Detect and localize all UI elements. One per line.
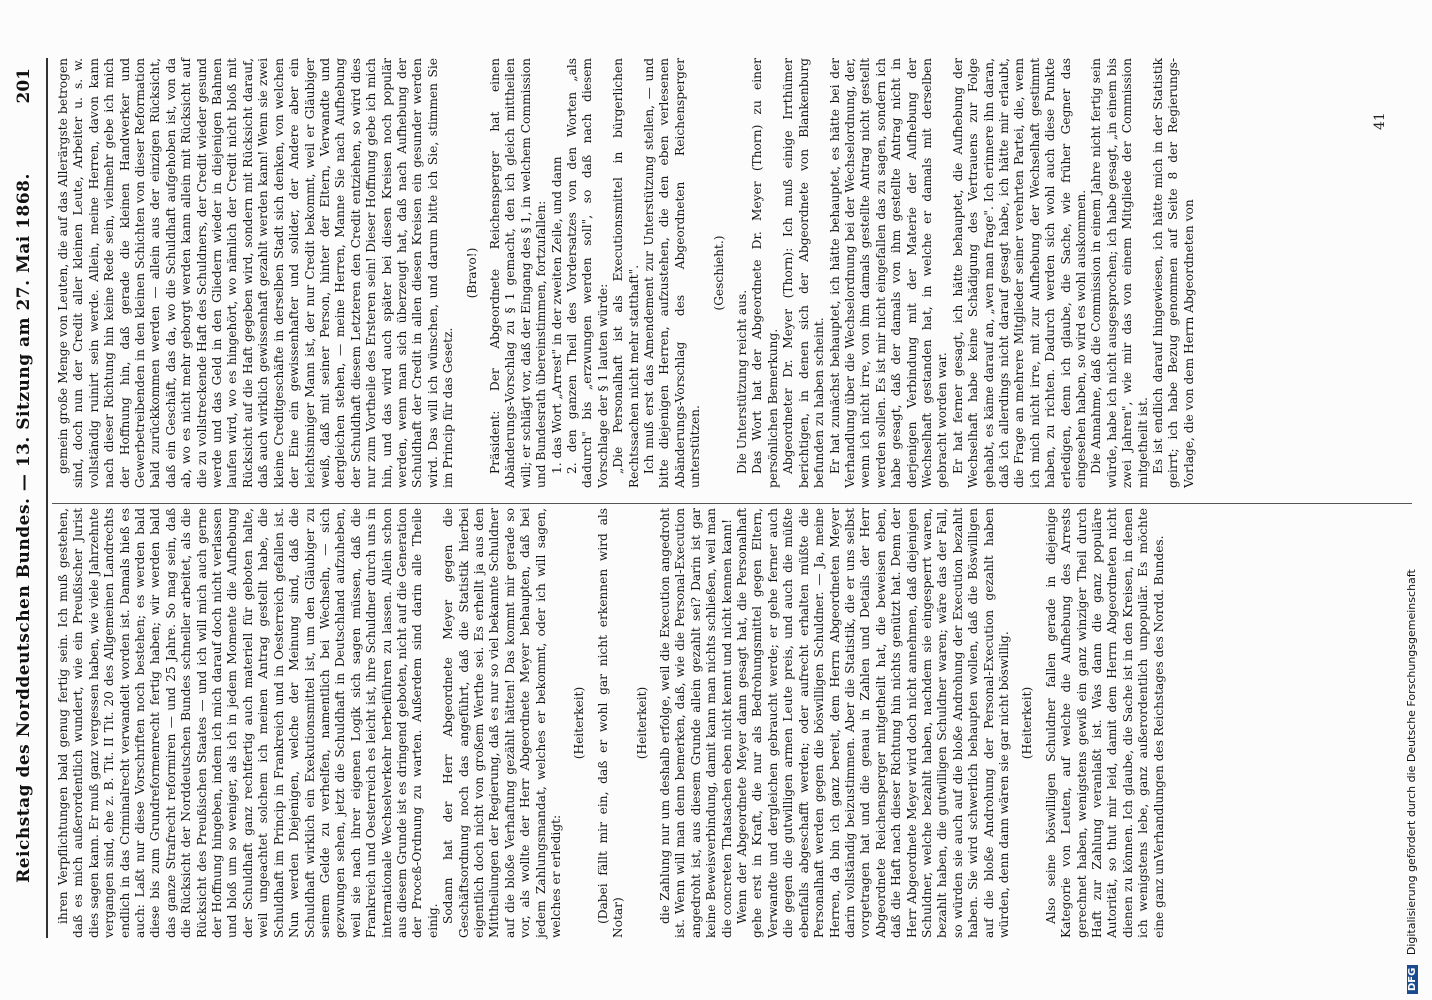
dfg-logo: DFG — [1407, 965, 1418, 994]
running-title: Reichstag des Norddeutschen Bundes. — 13. Sitzung am 27. Mai 1868. — [14, 173, 34, 883]
signature-mark: 41 — [1372, 112, 1388, 130]
paragraph: ihren Verpflichtungen bald genug fertig sein. Ich muß gestehen, daß es mich außerordentlich wundert, wie ein Preußischer Jurist dies sagen kann. Er muß ganz vergessen haben, wie viele Jahrzehnte vergangen sind, ehe z. B. Tit. II Tit. 20 des Allgemeinen Landrechts endlich in das Criminalrecht verwandelt worden ist. Damals hieß es auch: Laßt nur diese Vorschriften noch bestehen; es werden bald diese bis zum Grundreformenrecht fertig haben; wir werden bald das ganze Strafrecht reformiren — und 25 Jahre. So mag sein, daß die Rücksicht der Norddeutschen Bundes schneller arbeitet, als die Rücksicht des Preußischen Staates — und ich will mich auch gerne der Hoffnung hingeben, indem ich mich darauf doch nicht verlassen und bloß um so weniger, als ich in jedem Momente die Aufhebung der Schuldhaft ganz rechtfertig auch materiell für geboten halte, weil ungeachtet solchem ich meinen Antrag gestellt habe, die Schuldhaft im Princip in Frankreich und in Oesterreich gefallen ist. Nun werden Diejenigen, welche der Meinung sind, daß die Schuldhaft wirklich ein Exekutionsmittel ist, um den Gläubiger zu seinem Gelde zu verhelfen, namentlich bei Wechseln, — sich gezwungen sehen, jetzt die Schuldhaft in Deutschland aufzuheben, weil sie nach ihrer eigenen Logik sich sagen müssen, daß die Frankreich und Oesterreich es leicht ist, ihre Schuldner durch uns in internationale Wechselverkehr herbeiführen zu lassen. Allein schon aus diesem Grunde ist es dringend geboten, nicht auf die Generation der Proceß-Ordnung zu warten. Außerdem sind darin alle Theile einig. — [56, 508, 440, 938]
interjection: (Bravo!) — [464, 247, 479, 299]
paragraph: Die Unterstützung reicht aus. — [735, 289, 750, 474]
paragraph: Präsident: Der Abgeordnete Reichensperger hat einen Abänderungs-Vorschlag zu § 1 gemacht, den ich gleich mittheilen will; er schlägt vor, daß der Eingang des § 1, in welchem Commission und Bundesrath übereinstimmen, fortzufallen: — [487, 58, 549, 488]
paragraph: Das Wort hat der Abgeordnete Dr. Meyer (Thorn) zu einer persönlichen Bemerkung. — [750, 58, 780, 488]
column-separator — [52, 503, 1412, 504]
page-header — [0, 68, 48, 938]
right-column — [56, 58, 1416, 488]
left-column — [56, 508, 1416, 938]
paragraph: Also seine böswilligen Schuldner fallen gerade in diejenige Kategorie von Leuten, auf welche die Aufhebung des Arrests gerechnet haben, wenigstens gewiß ein ganz winziger Theil durch Haft zur Zahlung veranlaßt ist. Was dann die ganz populäre Autorität, so thut mir leid, damit dem Herrn Abgeordneten nicht dienen zu können. Ich glaube, die Sache ist in den Kreisen, in denen ich wenigstens lebe, ganz außerordentlich unpopulär. Es möchte eine ganz unVerhandlungen des Reichstages des Nordd. Bundes. — [1043, 508, 1166, 938]
paragraph: Sodann hat der Herr Abgeordnete Meyer gegen die Geschäftsordnung noch das angeführt, daß die Statistik hierbei eigentlich doch nicht von großem Werthe sei. Es erhellt ja aus den Mittheilungen der Regierung, daß es nur so viel bekannte Schuldner auf die bloße Verhaftung gezählt hätten! Das kommt mir gerade so vor, als wollte der Herr Abgeordnete Meyer behaupten, daß bei jedem Zahlungsmandat, welches er bekommt, oder ich will sagen, welches er erledigt: — [441, 508, 563, 938]
interjection: (Heiterkeit) — [1020, 686, 1035, 760]
paragraph: Die Annahme, daß die Commission in einem Jahre nicht fertig sein würde, habe ich nicht ausgesprochen; ich habe gesagt, „in einem bis zwei Jahren", wie mir das von einem Mitgliede der Commission mitgetheilt ist. — [1089, 58, 1150, 488]
page-number: 201 — [14, 68, 34, 104]
interjection: (Geschieht.) — [711, 235, 726, 311]
paragraph: Er hat ferner gesagt, ich hätte behauptet, die Aufhebung der Wechselhaft habe keine Schädigung des Vertrauens zur Folge gehabt, es käme darauf an, „wen man frage". Ich erinnere ihn daran, daß ich allerdings nicht darauf gesagt habe, ich hätte mir erlaubt, die Frage an mehrere Mitglieder seiner verehrten Partei, die, wenn ich mich nicht irre, mit zur Aufhebung der Wechselhaft gestimmt haben, zu richten. Dadurch werden sich wohl auch diese Punkte erledigen, denn ich glaube, die Sache, wie früher Gegner das eingesehen haben, so wird es wohl auskommen. — [950, 58, 1088, 488]
paragraph: Abgeordneter Dr. Meyer (Thorn): Ich muß einige Irrthümer berichtigen, in denen sich der Abgeordnete von Blankenburg befunden zu haben scheint. — [781, 58, 827, 488]
paragraph: Ich muß erst das Amendement zur Unterstützung stellen, — und bitte diejenigen Herren, aufzustehen, die den eben verlesenen Abänderungs-Vorschlag des Abgeordneten Reichensperger unterstützen. — [642, 58, 703, 488]
interjection: (Heiterkeit) — [634, 686, 649, 760]
paragraph: die Zahlung nur um deshalb erfolge, weil die Execution angedroht ist. Wenn will man denn bemerken, daß, wie die Personal-Execution angedroht ist, aus diesem Grunde allein gezahlt sei? Darin ist gar keine Beweisverbindung, damit kann man nichts schließen, weil man die concreten Thatsachen eben nicht kennt und nicht kennen kann! — [658, 508, 734, 938]
list-item: 2. den ganzen Theil des Vordersatzes von den Worten „als dadurch" bis „erzwungen werden soll", so daß nach diesem Vorschlage der § 1 lauten würde: — [565, 58, 610, 488]
footer — [1405, 4, 1418, 994]
paragraph: Es ist endlich darauf hingewiesen, ich hätte mich in der Statistik geirrt; ich habe Bezug genommen auf Seite 8 der Regierungs-Vorlage, die von dem Herrn Abgeordneten von — [1151, 58, 1196, 488]
paragraph: Er hat zunächst behauptet, ich hätte behauptet, es hätte bei der Verhandlung über die Wechselordnung bei der Wechselordnung, der, wenn ich nicht irre, von ihm damals gestellte Antrag nicht gestellt werden sollen. Es ist mir nicht eingefallen das zu sagen, sondern ich habe gesagt, daß der damals von ihm gestellte Antrag nicht in derjenigen Verbindung mit der Materie der Aufhebung der Wechselhaft gestanden hat, in welche er damals mit derselben gebracht worden war. — [827, 58, 950, 488]
paragraph: Wenn der Abgeordnete Meyer dann gesagt hat, die Personalhaft gehe erst in Kraft, die nur als Bedrohungsmittel gegen Eltern, Verwandte und dergleichen gebraucht werde; er gehe ferner auch die gegen die gutwilligen armen Leute preis, und auch die müßte ebenfalls abgeschafft werden; oder aufrecht erhalten müßte die Personalhaft werden gegen die böswilligen Schuldner. — Ja, meine Herren, da bin ich ganz bereit, dem Herrn Abgeordneten Meyer darin vollständig beizustimmen. Aber die Statistik, die er uns selbst vorgetragen hat und die genau in Zahlen und Details der Herr Abgeordnete Reichensperger mitgetheilt hat, die beweisen eben, daß die Haft nach dieser Richtung hin nichts genützt hat. Denn der Herr Abgeordnete Meyer wird doch nicht annehmen, daß diejenigen Schuldner, welche bezahlt haben, nachdem sie eingesperrt waren, bezahlt haben, die gutwilligen Schuldner waren; wäre das der Fall, so würden sie auch auf die bloße Androhung der Execution bezahlt haben. Sie wird schwerlich behaupten wollen, daß die Böswilligen auf die bloße Androhung der Personal-Execution gezahlt haben würden, denn dann wären sie gar nicht böswillig. — [735, 508, 1011, 938]
interjection: (Heiterkeit) — [572, 686, 587, 760]
paragraph: gemein große Menge von Leuten, die auf das Allerärgste betrogen sind, doch nun der Credit aller kleinen Leute, Arbeiter u. s. w. vollständig ruinirt sein werde. Allein, meine Herren, davon kann nach dieser Richtung hin keine Rede sein, vielmehr gebe ich mich der Hoffnung hin, daß gerade die kleinen Handwerker und Gewerbetreibenden in den kleinen Schichten von dieser Reformation bald zurückkommen werden — allein aus der einzigen Rücksicht, daß ein Geschäft, das da, wo die Schuldhaft aufgehoben ist, von da ab, wo es nicht mehr geborgt werden kann allein mit Rücksicht auf die zu vollstreckende Haft des Schuldners, der Credit wieder gesund werde und das Geld in den Gliedern wieder in diejenigen Bahnen laufen wird, wo es hingehört, wo nämlich der Credit nicht bloß mit Rücksicht auf die Haft gegeben wird, sondern mit Rücksicht darauf, daß auch wirklich gewissenhaft gezahlt werden kann! Wenn sie zwei kleine Creditgeschäfte in derselben Stadt sich denken, von welchen der Eine ein gewissenhafter und solider, der Andere aber ein leichtsinniger Mann ist, der nur Credit bekommt, weil er Gläubiger weiß, daß mit seiner Person, hinter der Eltern, Verwandte und dergleichen stehen, — meine Herren, Manne Sie nach Aufhebung der Schuldhaft diesem Letzteren den Credit entziehen, so wird dies nur zum Vortheile des Ersteren sein! Dieser Hoffnung gebe ich mich hin, und das wird auch später bei diesen Kreisen noch populär werden, wenn man sich überzeugt hat, daß nach Aufhebung der Schuldhaft der Credit in allen diesen Kreisen ein gesunder werden wird. Das will ich wünschen, und darum bitte ich Sie, stimmen Sie im Princip für das Gesetz. — [56, 58, 456, 488]
list-item: 1. das Wort „Arrest" in der zweiten Zeile, und dann — [549, 156, 564, 474]
quoted-text: „Die Personalhaft ist als Executionsmittel in bürgerlichen Rechtssachen nicht mehr statthaft". — [611, 58, 641, 488]
header-rule — [46, 58, 48, 938]
paragraph: (Dabei fällt mir ein, daß er wohl gar nicht erkennen wird als Notar) — [595, 508, 626, 938]
footer-text: Digitalisierung gefördert durch die Deutsche Forschungsgemeinschaft — [1405, 569, 1418, 956]
